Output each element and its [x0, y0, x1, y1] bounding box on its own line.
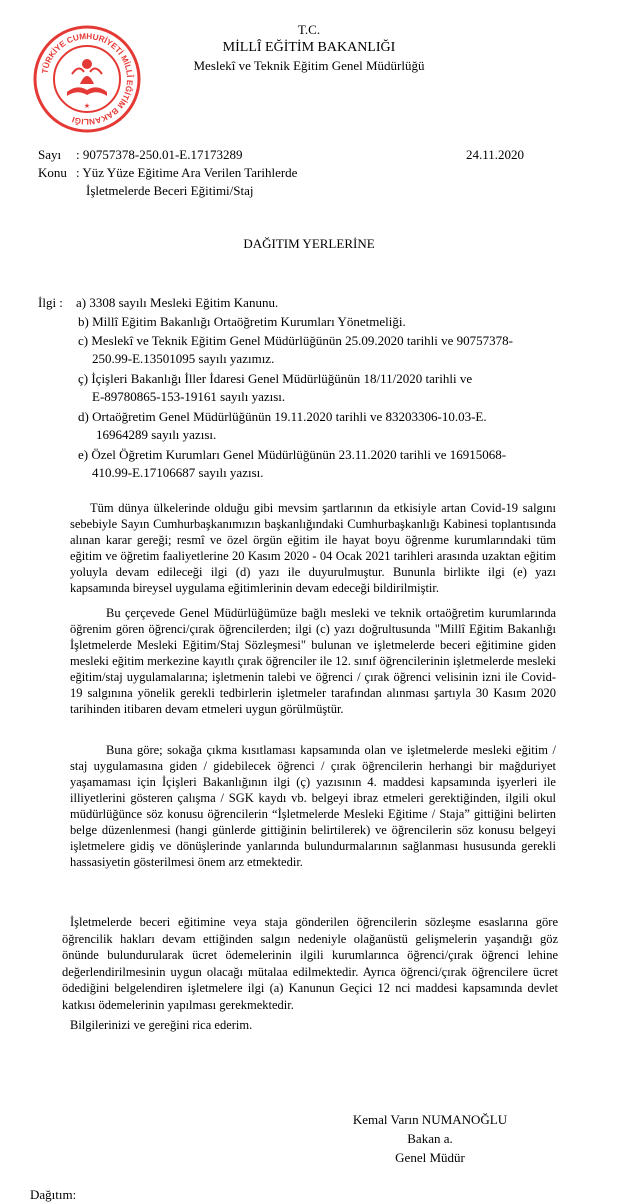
signatory-name: Kemal Varın NUMANOĞLU: [352, 1112, 508, 1127]
reference-line: ç) İçişleri Bakanlığı İller İdaresi Genel Müdürlüğünün 18/11/2020 tarihli ve: [78, 371, 473, 386]
reference-line: b) Millî Eğitim Bakanlığı Ortaöğretim Kurumları Yönetmeliği.: [78, 314, 406, 329]
signatory-block: [330, 1110, 530, 1167]
body-paragraph-2: Bu çerçevede Genel Müdürlüğümüze bağlı mesleki ve teknik ortaöğretim kurumlarında öğrenim gören öğrenci/çırak öğrencilerden; ilgi (c) yazı doğrultusunda "Millî Eğitim Bakanlığı İşletmelerde Mesleki Eğitim/Staj Sözleşmesi" bulunan ve işletmelerde beceri eğitimine giden mesleki eğitim merkezine kayıtlı çırak öğrenciler ile 12. sınıf öğrencilerinin işletmelerde mesleki eğitim/staj uygulamalarına; işletmenin talebi ve öğrenci / çırak öğrenci velisinin izni ile Covid-19 salgınına yönelik gerekli tedbirlerin işletmeler tarafından alınması şartıyla 30 Kasım 2020 tarihinden itibaren devam etmeleri uygun görülmüştür.: [70, 606, 556, 716]
signatory-title-2: Genel Müdür: [395, 1150, 465, 1165]
body-paragraph-3: Buna göre; sokağa çıkma kısıtlaması kapsamında olan ve işletmelerde mesleki eğitim / staj uygulamasına giden / gidebilecek öğrenci / çırak öğrencilerin herhangi bir mağduriyet yaşamaması için İçişleri Bakanlığının ilgi (ç) yazısının 4. maddesi kapsamında işyerleri ile illiyetlerini gösteren çalışma / SGK kaydı vb. belgeyi ibraz etmeleri gerektiğinden, ilgili okul müdürlüğünce söz konusu öğrencilerin “İşletmelerde Mesleki Eğitime / Staja” gittiğini belirten belge düzenlenmesi (hangi günlerde gittiğinin belirtilerek) ve öğrencilerin söz konusu belgeyi işletmelere gidiş ve dönüşlerinde yanlarında bulundurmalarının sağlanması hususunda gerekli hassasiyetin gösterilmesi önem arz etmektedir.: [70, 743, 556, 869]
konu-line-2: İşletmelerde Beceri Eğitimi/Staj: [86, 183, 254, 198]
reference-line: 250.99-E.13501095 sayılı yazımız.: [92, 351, 275, 366]
signatory-title-1: Bakan a.: [407, 1131, 453, 1146]
reference-line: e) Özel Öğretim Kurumları Genel Müdürlüğünün 23.11.2020 tarihli ve 16915068-: [78, 447, 507, 462]
distribution-title: DAĞITIM YERLERİNE: [243, 236, 375, 251]
konu-line-1: : Yüz Yüze Eğitime Ara Verilen Tarihlerde: [76, 165, 298, 180]
distribution-label: Dağıtım:: [30, 1187, 77, 1202]
reference-line: d) Ortaöğretim Genel Müdürlüğünün 19.11.2020 tarihli ve 83203306-10.03-E.: [78, 409, 487, 424]
reference-line: c) Meslekî ve Teknik Eğitim Genel Müdürlüğünün 25.09.2020 tarihli ve 90757378-: [78, 333, 514, 348]
references-label: İlgi :: [38, 295, 63, 310]
reference-line: E-89780865-153-19161 sayılı yazısı.: [92, 389, 286, 404]
svg-text:★: ★: [83, 103, 91, 110]
header-directorate: Meslekî ve Teknik Eğitim Genel Müdürlüğü: [193, 58, 425, 73]
svg-text:TÜRKİYE CUMHURİYETİ MİLLÎ EĞİT: TÜRKİYE CUMHURİYETİ MİLLÎ EĞİTİM BAKANLIĞI: [40, 31, 135, 127]
reference-line: a) 3308 sayılı Mesleki Eğitim Kanunu.: [76, 295, 279, 310]
document-date: 24.11.2020: [466, 147, 525, 162]
header-ministry: MİLLÎ EĞİTİM BAKANLIĞI: [222, 40, 396, 55]
konu-label: Konu: [38, 165, 67, 180]
sayi-label: Sayı: [38, 147, 62, 162]
sayi-value: : 90757378-250.01-E.17173289: [76, 147, 243, 162]
reference-line: 410.99-E.17106687 sayılı yazısı.: [92, 465, 264, 480]
reference-line: 16964289 sayılı yazısı.: [96, 427, 217, 442]
body-paragraph-4: İşletmelerde beceri eğitimine veya staja gönderilen öğrencilerin sözleşme esaslarına göre öğrencilik hakları devam ettiğinden salgın nedeniyle olağanüstü gelişmelerin yaşandığı göz önünde bulundurularak ücret ödemelerinin ilgili kurumlarınca öğrenci/çırak öğrenci lehine değerlendirilmesinin uygun olacağı mütalaa edilmektedir. Ayrıca öğrenci/çırak öğrencilere ücret ödediğini belgelendiren işletmelere ilgi (a) Kanunun Geçici 12 nci maddesi kapsamında devlet katkısı ödemelerinin yapılması gerekmektedir.: [62, 915, 558, 1012]
body-paragraph-1: Tüm dünya ülkelerinde olduğu gibi mevsim şartlarının da etkisiyle artan Covid-19 salgını sebebiyle Sayın Cumhurbaşkanımızın başkanlığındaki Cumhurbaşkanlığı Kabinesi toplantısında alınan karar gereği; resmî ve özel örgün eğitim ile hayat boyu öğrenme kurumlarındaki tüm eğitim ve öğretim faaliyetlerine 20 Kasım 2020 - 04 Ocak 2021 tarihleri arasında uzaktan eğitim yoluyla devam edileceği ilgi (d) yazı ile duyurulmuştur. Bununla birlikte ilgi (e) yazı kapsamında bireysel uygulama eğitimlerinin devam edeceği bildirilmiştir.: [70, 501, 556, 595]
header-tc: T.C.: [297, 22, 321, 37]
closing-line: Bilgilerinizi ve gereğini rica ederim.: [70, 1018, 253, 1032]
